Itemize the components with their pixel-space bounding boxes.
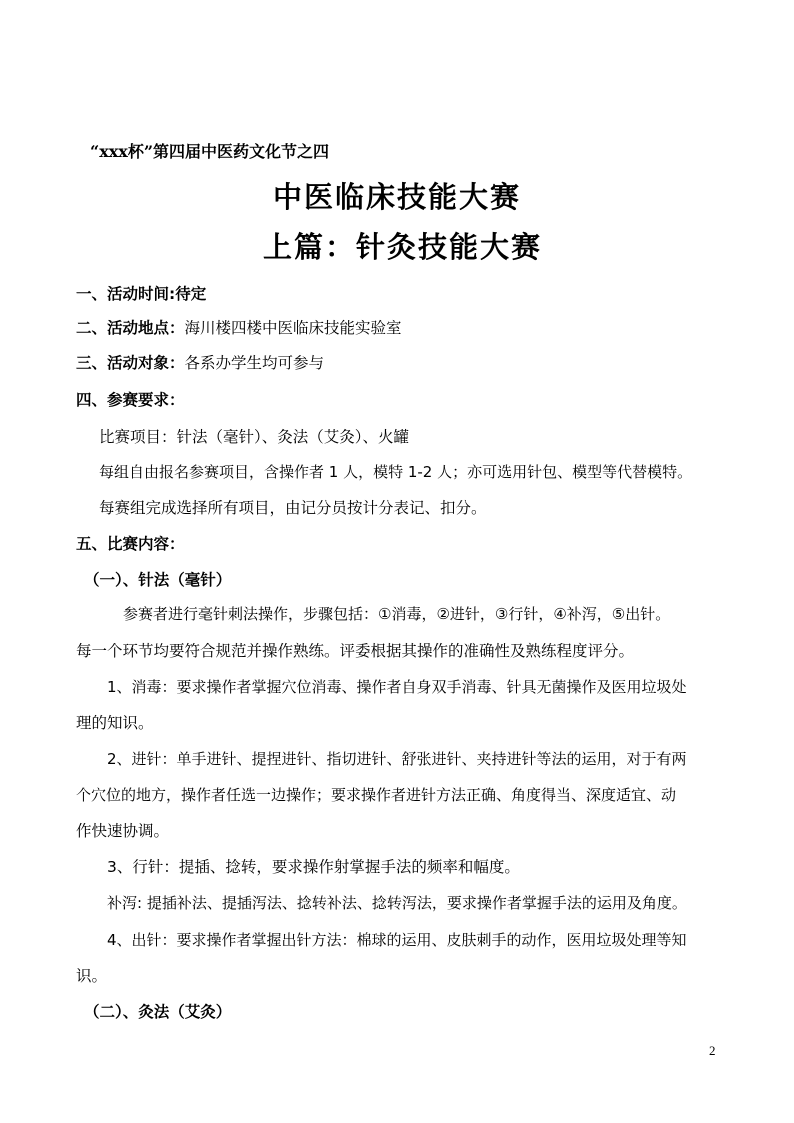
- step-withdrawal-cont: 识。: [76, 967, 108, 985]
- step-insertion-cont: 作快速协调。: [76, 822, 170, 840]
- audience-value: 各系办学生均可参与: [184, 354, 325, 372]
- moxibustion-heading: （二）、灸法（艾灸）: [84, 1003, 232, 1021]
- section-requirements-heading: 四、参赛要求：: [76, 391, 185, 409]
- requirement-item: 每赛组完成选择所有项目，由记分员按计分表记、扣分。: [99, 499, 487, 517]
- step-insertion: 2、进针：单手进针、提捏进针、指切进针、舒张进针、夹持进针等法的运用，对于有两: [107, 750, 687, 768]
- page-subtitle: 上篇：针灸技能大赛: [263, 230, 543, 264]
- section-audience: [76, 353, 324, 373]
- location-value: 海川楼四楼中医临床技能实验室: [184, 319, 402, 337]
- acupuncture-intro: 参赛者进行毫针刺法操作，步骤包括：①消毒，②进针，③行针，④补泻，⑤出针。: [123, 605, 671, 623]
- section-time: 一、活动时间:待定: [76, 285, 207, 303]
- acupuncture-heading: （一）、针法（毫针）: [84, 571, 232, 589]
- acupuncture-intro: 每一个环节均要符合规范并操作熟练。评委根据其操作的准确性及熟练程度评分。: [76, 642, 635, 660]
- audience-label: 三、活动对象：: [76, 354, 185, 372]
- step-tonify-reduce: 补泻: 提插补法、提插泻法、捻转补法、捻转泻法，要求操作者掌握手法的运用及角度。: [107, 894, 687, 912]
- section-content-heading: 五、比赛内容：: [76, 535, 185, 553]
- step-disinfection: 1、消毒：要求操作者掌握穴位消毒、操作者自身双手消毒、针具无菌操作及医用垃圾处: [107, 678, 687, 696]
- event-series-heading: “xxx杯”第四届中医药文化节之四: [90, 142, 330, 161]
- step-withdrawal: 4、出针：要求操作者掌握出针方法：棉球的运用、皮肤刺手的动作，医用垃圾处理等知: [107, 931, 687, 949]
- requirement-item: 比赛项目：针法（毫针）、灸法（艾灸）、火罐: [99, 428, 410, 446]
- requirement-item: 每组自由报名参赛项目，含操作者 1 人，模特 1-2 人；亦可选用针包、模型等代替模特。: [99, 463, 693, 481]
- step-insertion-cont: 个穴位的地方，操作者任选一边操作；要求操作者进针方法正确、角度得当、深度适宜、动: [76, 786, 677, 804]
- section-location: [76, 318, 402, 338]
- location-label: 二、活动地点：: [76, 319, 185, 337]
- page-title: 中医临床技能大赛: [273, 180, 522, 214]
- step-manipulation: 3、行针：提插、捻转，要求操作射掌握手法的频率和幅度。: [107, 858, 520, 876]
- step-disinfection-cont: 理的知识。: [76, 714, 154, 732]
- page-number: 2: [709, 1043, 716, 1058]
